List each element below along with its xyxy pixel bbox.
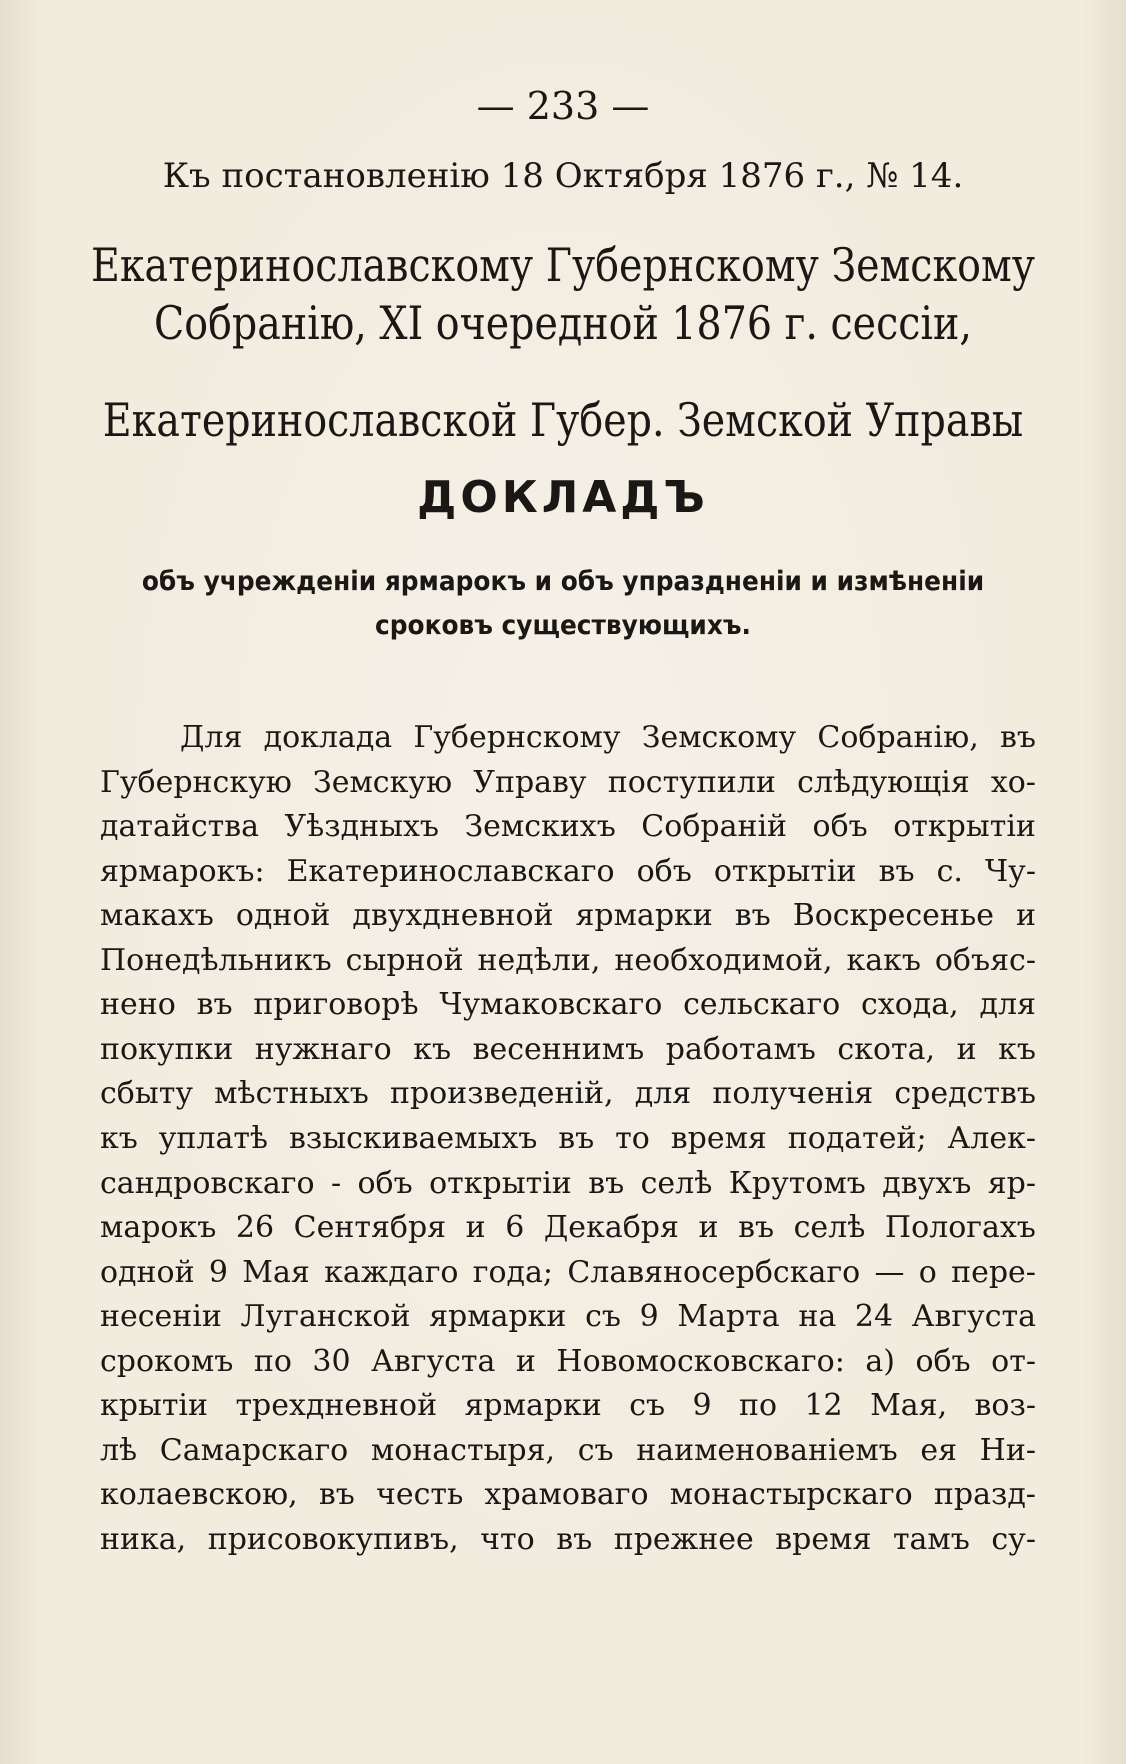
- body-line: Для доклада Губернскому Земскому Собранію, въ: [180, 720, 1036, 755]
- body-line: Понедѣльникъ сырной недѣли, необходимой, какъ объяс-: [100, 942, 1036, 978]
- body-line: Губернскую Земскую Управу поступили слѣдующія хо-: [100, 764, 1036, 800]
- body-line: къ уплатѣ взыскиваемыхъ въ то время податей; Алек-: [100, 1120, 1036, 1156]
- body-line: сбыту мѣстныхъ произведеній, для полученія средствъ: [100, 1076, 1036, 1112]
- document-type-heading: ДОКЛАДЪ: [417, 472, 709, 523]
- resolution-reference: Къ постановленію 18 Октября 1876 г., № 14.: [162, 156, 964, 196]
- body-line: крытіи трехдневной ярмарки съ 9 по 12 Мая, воз-: [100, 1388, 1036, 1424]
- body-line: сандровскаго - объ открытіи въ селѣ Крутомъ двухъ яр-: [100, 1165, 1036, 1201]
- body-line: одной 9 Мая каждаго года; Славяносербскаго — о пере-: [100, 1254, 1036, 1290]
- body-line: срокомъ по 30 Августа и Новомосковскаго: а) объ от-: [100, 1343, 1036, 1379]
- body-line: датайства Уѣздныхъ Земскихъ Собраній объ открытіи: [100, 809, 1036, 845]
- subject-line-2: сроковъ существующихъ.: [375, 610, 751, 641]
- subject-line-1: объ учрежденіи ярмарокъ и объ упраздненіи и измѣненіи: [141, 566, 985, 597]
- body-line: макахъ одной двухдневной ярмарки въ Воскресенье и: [100, 898, 1036, 934]
- body-line: нено въ приговорѣ Чумаковскаго сельскаго схода, для: [100, 987, 1036, 1023]
- body-line: ника, присовокупивъ, что въ прежнее время тамъ су-: [100, 1521, 1036, 1557]
- page-number: — 233 —: [476, 84, 650, 128]
- body-line: колаевскою, въ честь храмоваго монастырскаго празд-: [100, 1477, 1036, 1513]
- body-line: марокъ 26 Сентября и 6 Декабря и въ селѣ Пологахъ: [100, 1210, 1036, 1246]
- addressee-line-1: Екатеринославскому Губернскому Земскому: [90, 238, 1036, 292]
- body-line: ярмарокъ: Екатеринославскаго объ открытіи въ с. Чу-: [100, 853, 1036, 889]
- body-line: лѣ Самарскаго монастыря, съ наименованіемъ ея Ни-: [100, 1432, 1036, 1468]
- sender-heading: Екатеринославской Губер. Земской Управы: [102, 393, 1024, 447]
- body-line: несеніи Луганской ярмарки съ 9 Марта на 24 Августа: [100, 1299, 1036, 1335]
- addressee-line-2: Собранію, XI очередной 1876 г. сессіи,: [154, 296, 972, 350]
- body-line: покупки нужнаго къ весеннимъ работамъ скота, и къ: [100, 1031, 1036, 1067]
